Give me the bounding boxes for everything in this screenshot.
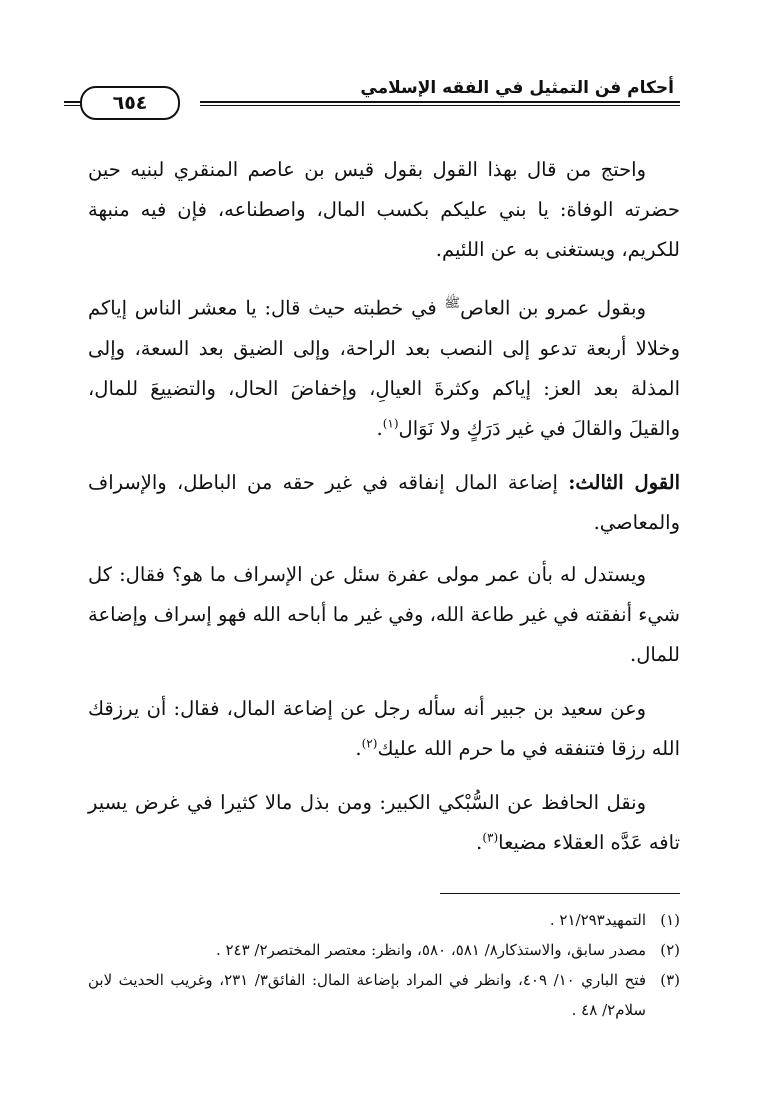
footnote-number: (٢) [660,941,680,959]
paragraph-3 [88,463,680,543]
paragraph-2-start: وبقول عمرو بن العاص [460,296,647,320]
paragraph-2-end: . [376,416,383,440]
page-number: ٦٥٤ [80,86,180,120]
paragraph-5-end: . [355,736,362,760]
footnotes [88,905,680,1025]
paragraph-2 [88,284,680,449]
header-rule-long [200,101,680,103]
footnote-separator [440,893,680,894]
footnote-text: مصدر سابق، والاستذكار٨/ ٥٨١، ٥٨٠، وانظر: معتصر المختصر٢/ ٢٤٣ . [215,941,646,959]
footnote-number: (١) [660,911,680,929]
paragraph-6-end: . [476,830,483,854]
paragraph-3-text: إضاعة المال إنفاقه في غير حقه من الباطل، والإسراف والمعاصي. [88,470,680,534]
section-lead: القول الثالث: [568,470,680,494]
footnote-1 [88,905,680,935]
footnote-2 [88,935,680,965]
paragraph-1: واحتج من قال بهذا القول بقول قيس بن عاصم المنقري لبنيه حين حضرته الوفاة: يا بني عليكم بكسب المال، واصطناعه، فإن فيه منبهة للكريم، ويستغنى به عن اللئيم. [88,158,680,261]
footnote-text: فتح الباري ١٠/ ٤٠٩، وانظر في المراد بإضاعة المال: الفائق٣/ ٢٣١، وغريب الحديث لابن سلام٢/ ٤٨ . [88,971,647,1019]
body-text [88,150,680,877]
paragraph-6 [88,783,680,863]
footnote-ref-2[interactable]: (٢) [361,736,378,750]
paragraph-2-text: في خطبته حيث قال: يا معشر الناس إياكم وخلالا أربعة تدعو إلى النصب بعد الراحة، وإلى الضيق بعد السعة، وإلى المذلة بعد العز: إياكم وكثرةَ العيالِ، وإخفاضَ الحال، والتضييعَ للمال، والقيلَ والقالَ في غير دَرَكٍ ولا نَوَال [88,296,680,440]
paragraph-5-text: وعن سعيد بن جبير أنه سأله رجل عن إضاعة المال، فقال: أن يرزقك الله رزقا فتنفقه في ما حرم الله عليك [88,696,680,760]
running-header [64,70,680,116]
footnote-3 [88,965,680,1025]
running-header-title: أحكام فن التمثيل في الفقه الإسلامي [360,78,674,98]
paragraph-6-text: ونقل الحافظ عن السُّبْكي الكبير: ومن بذل مالا كثيرا في غرض يسير تافه عَدَّه العقلاء مضيعا [88,790,680,854]
footnote-ref-1[interactable]: (١) [382,416,399,430]
paragraph-5 [88,689,680,769]
footnote-text: التمهيد٢١/٢٩٣ . [549,911,646,929]
honorific-symbol: ﷺ [444,296,461,311]
footnote-number: (٣) [660,971,680,989]
footnote-ref-3[interactable]: (٣) [482,830,499,844]
paragraph-4: ويستدل له بأن عمر مولى عفرة سئل عن الإسراف ما هو؟ فقال: كل شيء أنفقته في غير طاعة الله، وفي غير ما أباحه الله فهو إسراف وإضاعة للمال. [88,562,680,666]
